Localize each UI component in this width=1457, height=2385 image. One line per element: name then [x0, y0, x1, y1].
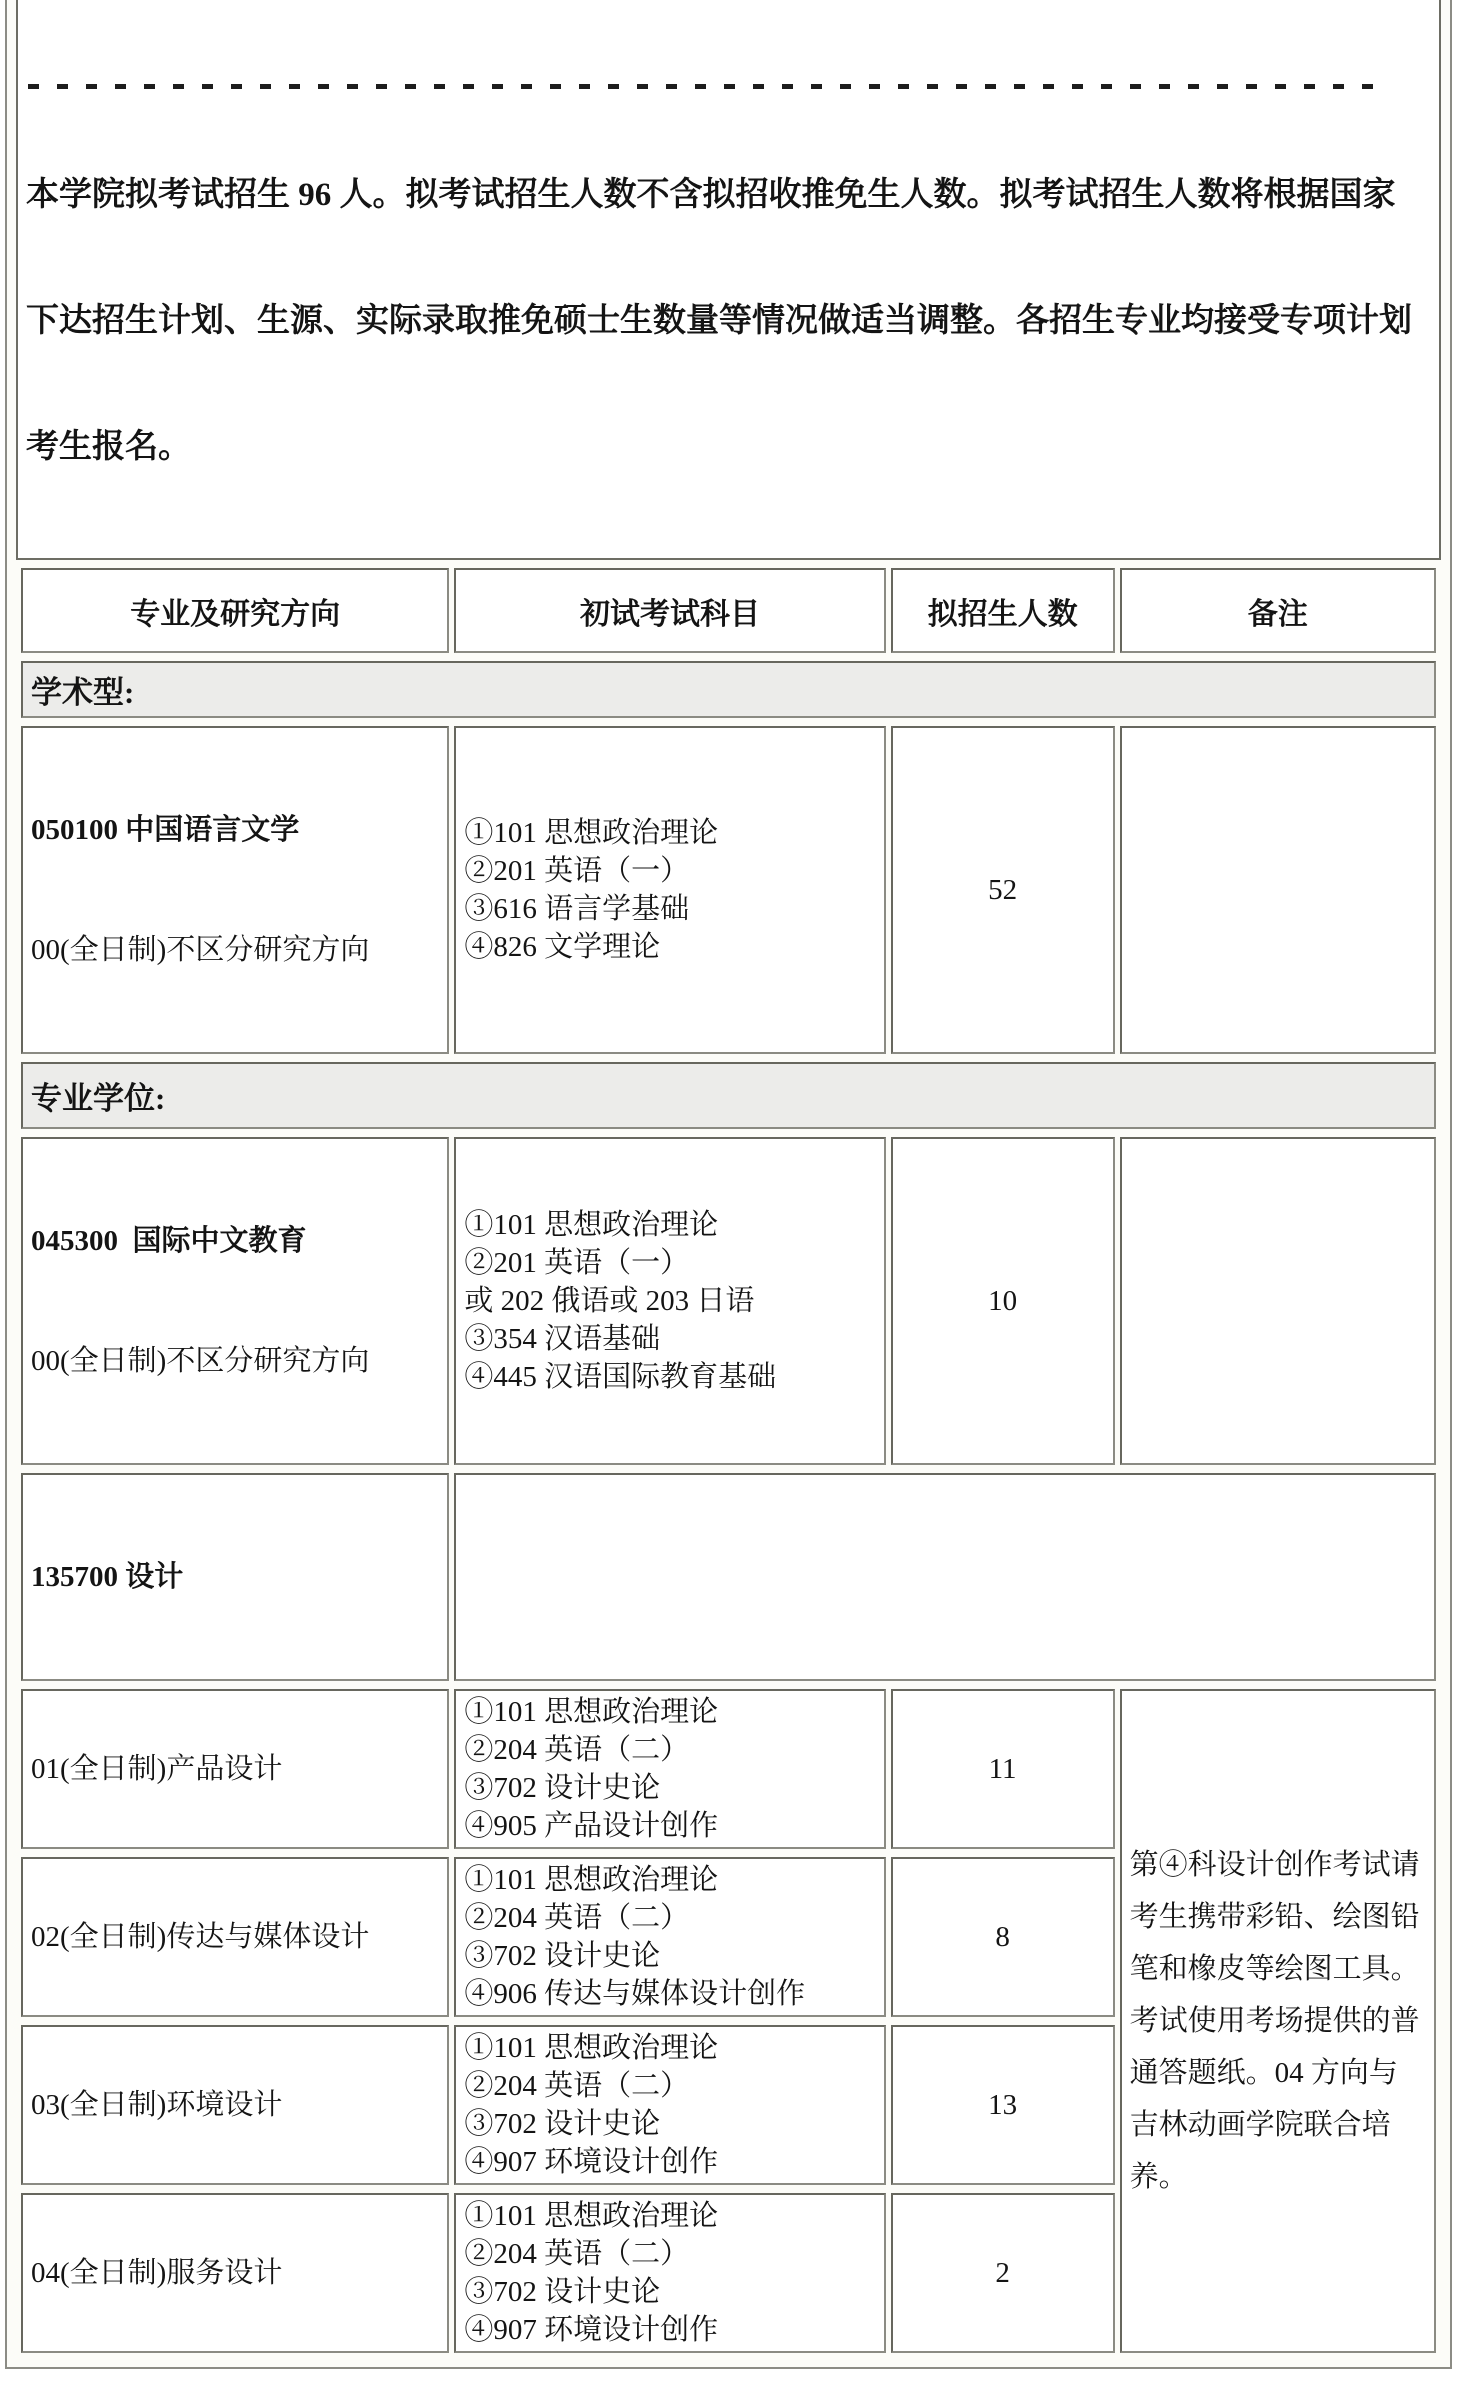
header-cell-quota: 拟招生人数	[891, 568, 1115, 653]
section-row-professional	[21, 1062, 1436, 1129]
intro-line-1: 本学院拟考试招生 96 人。拟考试招生人数不含拟招收推免生人数。拟考试招生人数将根据国家	[26, 177, 1396, 213]
subject-line: ①101 思想政治理论	[464, 1696, 719, 1728]
subject-line: ③616 语言学基础	[464, 893, 690, 925]
admissions-table	[16, 560, 1441, 2361]
major-cell-design-03: 03(全日制)环境设计	[21, 2025, 449, 2185]
header-cell-subjects: 初试考试科目	[454, 568, 885, 653]
quota-cell-design-02: 8	[891, 1857, 1115, 2017]
major-code-name: 050100 中国语言文学	[31, 814, 300, 846]
remark-cell-045300	[1120, 1137, 1436, 1465]
subject-line: ②204 英语（二）	[464, 1902, 690, 1934]
subject-line: ③702 设计史论	[464, 1940, 661, 1972]
quota-cell-design-04: 2	[891, 2193, 1115, 2353]
remark-cell-050100	[1120, 726, 1436, 1054]
major-code-name: 135700 设计	[31, 1561, 184, 1593]
subject-line: ②204 英语（二）	[464, 2070, 690, 2102]
subject-line: ②201 英语（一）	[464, 855, 690, 887]
major-direction: 00(全日制)不区分研究方向	[31, 1345, 370, 1377]
subjects-cell-design-01	[454, 1689, 885, 1849]
subject-line: ①101 思想政治理论	[464, 1209, 719, 1241]
subject-line: ③702 设计史论	[464, 2276, 661, 2308]
subject-line: ③702 设计史论	[464, 1772, 661, 1804]
major-cell-design-04: 04(全日制)服务设计	[21, 2193, 449, 2353]
quota-cell-045300: 10	[891, 1137, 1115, 1465]
section-label-professional: 专业学位:	[21, 1062, 1436, 1129]
subject-line: ④826 文学理论	[464, 931, 661, 963]
subject-line: ②201 英语（一）	[464, 1247, 690, 1279]
subject-line: ①101 思想政治理论	[464, 817, 719, 849]
header-cell-remarks: 备注	[1120, 568, 1436, 653]
major-cell-design-01: 01(全日制)产品设计	[21, 1689, 449, 1849]
major-direction: 00(全日制)不区分研究方向	[31, 934, 370, 966]
table-row-135700	[21, 1473, 1436, 1681]
major-cell-050100	[21, 726, 449, 1054]
subjects-cell-design-02	[454, 1857, 885, 2017]
subject-line: ③702 设计史论	[464, 2108, 661, 2140]
major-code-name: 045300 国际中文教育	[31, 1225, 307, 1257]
subjects-cell-050100	[454, 726, 885, 1054]
subjects-cell-design-04	[454, 2193, 885, 2353]
table-row-050100	[21, 726, 1436, 1054]
subject-line: ③354 汉语基础	[464, 1323, 661, 1355]
subject-line: 或 202 俄语或 203 日语	[464, 1285, 755, 1317]
clipped-text-line	[26, 70, 1431, 90]
subjects-cell-045300	[454, 1137, 885, 1465]
empty-span-cell-135700	[454, 1473, 1436, 1681]
subject-line: ④445 汉语国际教育基础	[464, 1361, 777, 1393]
subject-line: ④907 环境设计创作	[464, 2314, 719, 2346]
major-cell-design-02: 02(全日制)传达与媒体设计	[21, 1857, 449, 2017]
subject-line: ④905 产品设计创作	[464, 1810, 719, 1842]
subject-line: ①101 思想政治理论	[464, 2200, 719, 2232]
section-label-academic: 学术型:	[21, 661, 1436, 718]
header-cell-major: 专业及研究方向	[21, 568, 449, 653]
intro-line-3: 考生报名。	[26, 429, 191, 465]
major-cell-045300	[21, 1137, 449, 1465]
subject-line: ②204 英语（二）	[464, 1734, 690, 1766]
subjects-cell-design-03	[454, 2025, 885, 2185]
subject-line: ④906 传达与媒体设计创作	[464, 1978, 806, 2010]
section-row-academic	[21, 661, 1436, 718]
table-header-row	[21, 568, 1436, 653]
intro-paragraph	[16, 0, 1441, 560]
subject-line: ①101 思想政治理论	[464, 2032, 719, 2064]
table-row-design-01	[21, 1689, 1436, 1849]
intro-line-2: 下达招生计划、生源、实际录取推免硕士生数量等情况做适当调整。各招生专业均接受专项计划	[26, 303, 1412, 339]
subject-line: ②204 英语（二）	[464, 2238, 690, 2270]
document-frame	[5, 0, 1452, 2369]
quota-cell-design-01: 11	[891, 1689, 1115, 1849]
subject-line: ①101 思想政治理论	[464, 1864, 719, 1896]
table-row-045300	[21, 1137, 1436, 1465]
major-cell-135700	[21, 1473, 449, 1681]
subject-line: ④907 环境设计创作	[464, 2146, 719, 2178]
remark-cell-design: 第④科设计创作考试请考生携带彩铅、绘图铅笔和橡皮等绘图工具。考试使用考场提供的普通答题纸。04 方向与吉林动画学院联合培养。	[1120, 1689, 1436, 2353]
quota-cell-design-03: 13	[891, 2025, 1115, 2185]
quota-cell-050100: 52	[891, 726, 1115, 1054]
